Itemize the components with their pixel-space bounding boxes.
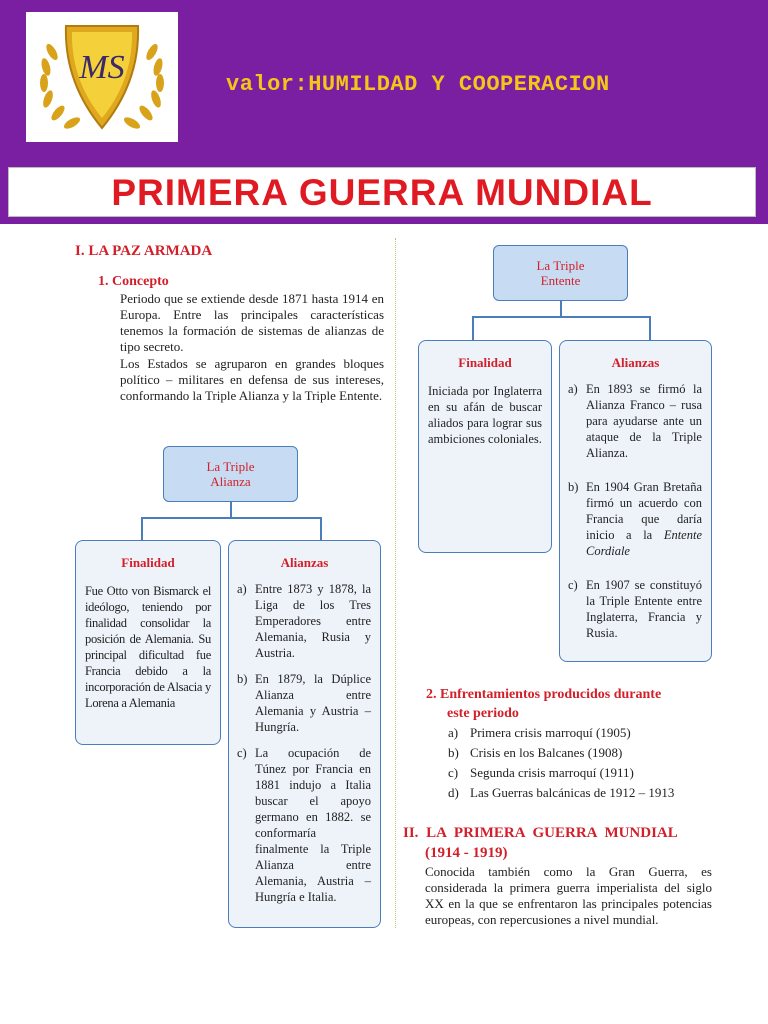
triple-entente-label: La Triple Entente (536, 258, 585, 288)
concepto-paragraph-1: Periodo que se extiende desde 1871 hasta 1914 en Europa. Entre las principales características tenemos la formación de sistemas de alianzas de tipo secreto. (120, 291, 384, 354)
section2-heading: II. LA PRIMERA GUERRA MUNDIAL (403, 825, 678, 841)
page-title: PRIMERA GUERRA MUNDIAL (111, 172, 653, 213)
section2-heading-cont: (1914 - 1919) (425, 845, 508, 861)
list-item: b) En 1904 Gran Bretaña firmó un acuerdo con Francia que daría inicio a la Entente Cordiale (568, 480, 702, 558)
svg-text:MS: MS (79, 49, 125, 86)
connector-line (560, 301, 562, 317)
concepto-heading: 1. Concepto (98, 274, 169, 289)
entente-finalidad-text: Iniciada por Inglaterra en su afán de buscar aliados para lograr sus ambiciones coloniales. (428, 384, 542, 446)
list-item: b) Crisis en los Balcanes (1908) (448, 745, 623, 760)
connector-line (230, 502, 232, 518)
triple-entente-node (493, 245, 628, 301)
connector-line (141, 517, 143, 541)
entente-alianzas-box (559, 340, 712, 662)
list-item: c) En 1907 se constituyó la Triple Entente entre Inglaterra, Francia y Rusia. (568, 578, 702, 640)
entente-finalidad-title: Finalidad (458, 355, 512, 370)
section2-paragraph: Conocida también como la Gran Guerra, es considerada la primera guerra imperialista del siglo XX en la que se enfrentaron las principales potencias europeas, con repercusiones a nivel mundial. (425, 864, 712, 927)
list-item: d) Las Guerras balcánicas de 1912 – 1913 (448, 785, 675, 800)
connector-line (472, 316, 650, 318)
valor-text: valor:HUMILDAD Y COOPERACION (226, 72, 610, 97)
list-item: b) En 1879, la Dúplice Alianza entre Alemania y Austria – Hungría. (237, 672, 371, 734)
entente-alianzas-title: Alianzas (611, 355, 660, 370)
connector-line (320, 517, 322, 541)
alianza-alianzas-title: Alianzas (280, 555, 329, 570)
enfrentamientos-heading-cont: este periodo (447, 706, 519, 721)
alianza-finalidad-box (75, 540, 221, 745)
triple-alianza-label: La Triple Alianza (206, 459, 255, 489)
section1-heading: I. LA PAZ ARMADA (75, 243, 213, 259)
alianza-alianzas-box (228, 540, 381, 928)
concepto-paragraph-2: Los Estados se agruparon en grandes bloques político – militares en defensa de sus intereses, conformando la Triple Alianza y la Triple Entente. (120, 356, 384, 403)
list-item: a) Entre 1873 y 1878, la Liga de los Tres Emperadores entre Alemania, Rusia y Austria. (237, 582, 371, 660)
entente-finalidad-box (418, 340, 552, 553)
alianza-finalidad-text: Fue Otto von Bismarck el ideólogo, teniendo por finalidad consolidar la posición de Alemania. Su principal dificultad fue Francia debido a la incorporación de Alsacia y Lorena a Alemania (85, 584, 211, 710)
list-item: c) La ocupación de Túnez por Francia en 1881 indujo a Italia buscar el apoyo germano en 1882. se conformaría finalmente la Triple Alianza entre Alemania, Austria – Hungría e Italia. (237, 746, 371, 904)
connector-line (472, 316, 474, 340)
list-item: c) Segunda crisis marroquí (1911) (448, 765, 634, 780)
connector-line (141, 517, 321, 519)
enfrentamientos-heading: 2. Enfrentamientos producidos durante (426, 687, 662, 702)
triple-alianza-node (163, 446, 298, 502)
title-box (8, 167, 756, 217)
column-divider (395, 238, 396, 928)
alianza-finalidad-title: Finalidad (121, 555, 175, 570)
laurel-shield-icon (26, 12, 178, 142)
school-logo (26, 12, 178, 142)
list-item: a) En 1893 se firmó la Alianza Franco – rusa para ayudarse ante un ataque de la Triple Alianza. (568, 382, 702, 460)
connector-line (649, 316, 651, 340)
list-item: a) Primera crisis marroquí (1905) (448, 725, 631, 740)
